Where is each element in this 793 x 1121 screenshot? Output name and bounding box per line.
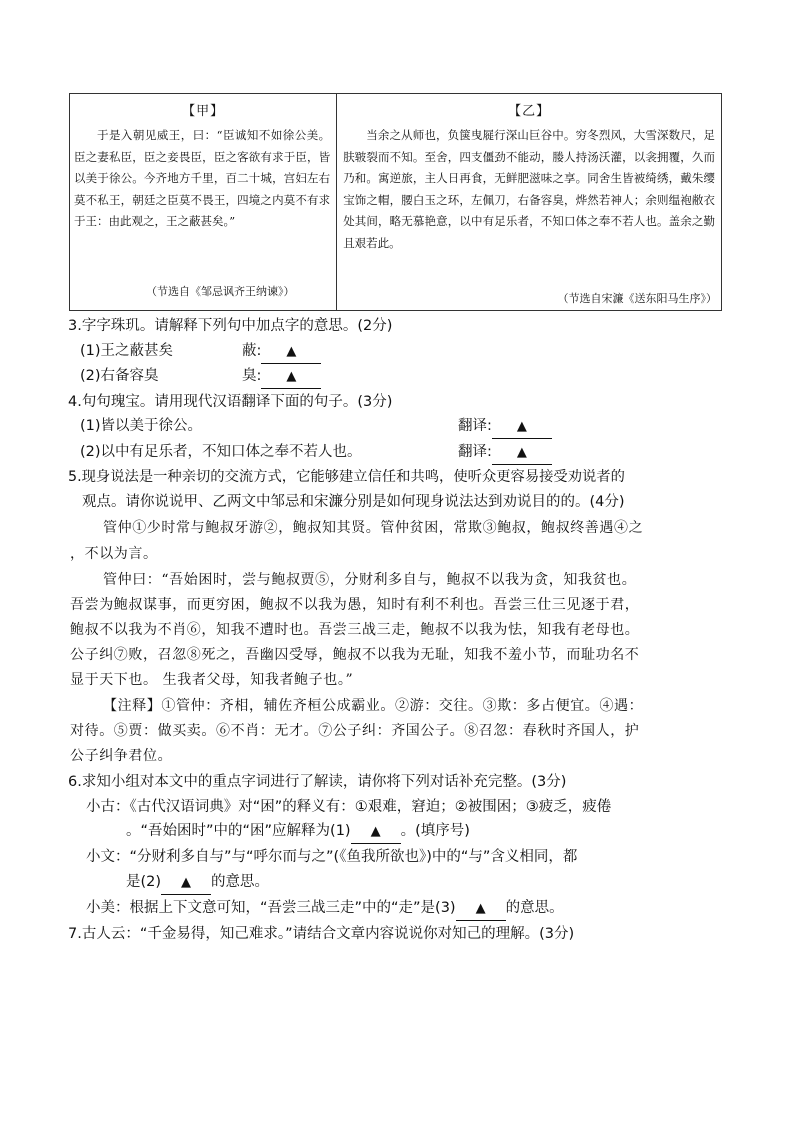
passage-b-text: 当余之从师也，负箧曳屣行深山巨谷中。穷冬烈风，大雪深数尺，足肤皲裂而不知。至舍，四支僵劲不能动，媵人持汤沃灌，以衾拥覆，久而乃和。寓逆旅，主人日再食，无鲜肥滋味之享。同舍生皆被绮绣，戴朱缨宝饰之帽，腰白玉之环，左佩刀，右备容臭，烨然若神人；余则缊袍敝衣处其间，略无慕艳意，以中有足乐者，不知口体之奉不若人也。盖余之勤且艰若此。 — [343, 128, 715, 250]
passage-line-7: 显于天下也。 生我者父母，知我者鲍子也。” — [70, 672, 354, 688]
q3-answer1 — [242, 340, 321, 364]
q3-item1-label: 蔽: — [242, 343, 262, 359]
q3-stem: 3.字字珠玑。请解释下列句中加点字的意思。(2分) — [68, 318, 393, 334]
note-line-3: 公子纠争君位。 — [70, 748, 173, 764]
q5-line1: 5.现身说法是一种亲切的交流方式，它能够建立信任和共鸣，使听众更容易接受劝说者的 — [68, 469, 625, 485]
q4-answer2 — [458, 441, 552, 465]
passage-line-1: 管仲①少时常与鲍叔牙游②，鲍叔知其贤。管仲贫困，常欺③鲍叔，鲍叔终善遇④之 — [103, 520, 644, 536]
q4-label1: 翻译: — [458, 418, 492, 434]
q6-xiaomei-suffix: 的意思。 — [505, 900, 564, 916]
triangle-mark-icon: ▲ — [370, 824, 381, 839]
q4-stem: 4.句句瑰宝。请用现代汉语翻译下面的句子。(3分) — [68, 394, 393, 410]
passage-table — [69, 93, 722, 311]
triangle-mark-icon: ▲ — [516, 419, 527, 434]
q6-xiaowen-line1: 小文：“分财利多自与”与“呼尔而与之”(《鱼我所欲也》)中的“与”含义相同，都 — [86, 849, 578, 865]
q4-item1: (1)皆以美于徐公。 — [80, 418, 203, 434]
q6-xiaomei-text: 小美：根据上下文意可知，“吾尝三战三走”中的“走”是(3) — [86, 900, 456, 916]
q3-blank2[interactable] — [261, 365, 321, 389]
q6-xiaogu-suffix: 。(填序号) — [400, 823, 470, 839]
q4-blank1[interactable] — [492, 415, 552, 439]
passage-a-title: 【甲】 — [182, 104, 225, 119]
q6-xiaogu-line1: 小古：《古代汉语词典》对“困”的释义有：①艰难，窘迫；②被围困；③疲乏，疲倦 — [86, 799, 612, 815]
q6-xiaogu-line2 — [126, 820, 470, 844]
q5-line2: 观点。请你说说甲、乙两文中邹忌和宋濂分别是如何现身说法达到劝说目的的。(4分) — [82, 494, 625, 510]
q3-item2-text: (2)右备容臭 — [80, 368, 159, 384]
q6-xiaowen-text: 是(2) — [126, 874, 162, 890]
passage-a-source: （节选自《邹忌讽齐王纳谏》） — [146, 285, 295, 298]
q6-blank2[interactable] — [161, 871, 211, 895]
q4-answer1 — [458, 415, 552, 439]
passage-a-text: 于是入朝见威王，曰：“臣诚知不如徐公美。臣之妻私臣，臣之妾畏臣，臣之客欲有求于臣，皆以美于徐公。今齐地方千里，百二十城，宫妇左右莫不私王，朝廷之臣莫不畏王，四境之内莫不有求于王：由此观之，王之蔽甚矣。” — [74, 128, 331, 228]
q3-item2-label: 臭: — [242, 368, 262, 384]
q4-blank2[interactable] — [492, 441, 552, 465]
passage-line-4: 吾尝为鲍叔谋事，而更穷困，鲍叔不以我为愚，知时有利不利也。吾尝三仕三见逐于君， — [70, 597, 640, 613]
q6-stem: 6.求知小组对本文中的重点字词进行了解读，请你将下列对话补充完整。(3分) — [68, 774, 567, 790]
passage-b-cell — [337, 94, 721, 310]
passage-line-3: 管仲曰：“吾始困时，尝与鲍叔贾⑤，分财利多自与，鲍叔不以我为贪，知我贫也。 — [103, 572, 637, 588]
passage-line-6: 公子纠⑦败，召忽⑧死之，吾幽囚受辱，鲍叔不以我为无耻，知我不羞小节，而耻功名不 — [70, 647, 640, 663]
q6-xiaowen-line2 — [126, 871, 269, 895]
triangle-mark-icon: ▲ — [475, 901, 486, 916]
passage-line-5: 鲍叔不以我为不肖⑥，知我不遭时也。吾尝三战三走，鲍叔不以我为怯，知我有老母也。 — [70, 622, 640, 638]
q3-answer2 — [242, 365, 321, 389]
note-line-2: 对待。⑤贾：做买卖。⑥不肖：无才。⑦公子纠：齐国公子。⑧召忽：春秋时齐国人，护 — [70, 723, 640, 739]
q3-blank1[interactable] — [261, 340, 321, 364]
triangle-mark-icon: ▲ — [516, 445, 527, 460]
q4-label2: 翻译: — [458, 444, 492, 460]
q4-item2: (2)以中有足乐者，不知口体之奉不若人也。 — [80, 444, 362, 460]
passage-a-cell — [70, 94, 337, 310]
q3-item1-text: (1)王之蔽甚矣 — [80, 343, 174, 359]
q6-blank1[interactable] — [351, 820, 401, 844]
q6-xiaogu-text: 。“吾始困时”中的“困”应解释为(1) — [126, 823, 351, 839]
triangle-mark-icon: ▲ — [286, 344, 297, 359]
note-line-1: 【注释】①管仲：齐相，辅佐齐桓公成霸业。②游：交往。③欺：多占便宜。④遇： — [103, 698, 644, 714]
q3-item1 — [80, 340, 173, 362]
q3-item2 — [80, 365, 159, 387]
q6-blank3[interactable] — [456, 897, 506, 921]
passage-line-2: ，不以为言。 — [70, 546, 158, 562]
triangle-mark-icon: ▲ — [181, 875, 192, 890]
passage-b-title: 【乙】 — [508, 104, 551, 119]
passage-b-source: （节选自宋濂《送东阳马生序》） — [557, 292, 717, 305]
q7-stem: 7.古人云：“千金易得，知己难求。”请结合文章内容说说你对知己的理解。(3分) — [68, 926, 575, 942]
q6-xiaomei-line — [86, 897, 564, 921]
triangle-mark-icon: ▲ — [286, 369, 297, 384]
q6-xiaowen-suffix: 的意思。 — [211, 874, 270, 890]
